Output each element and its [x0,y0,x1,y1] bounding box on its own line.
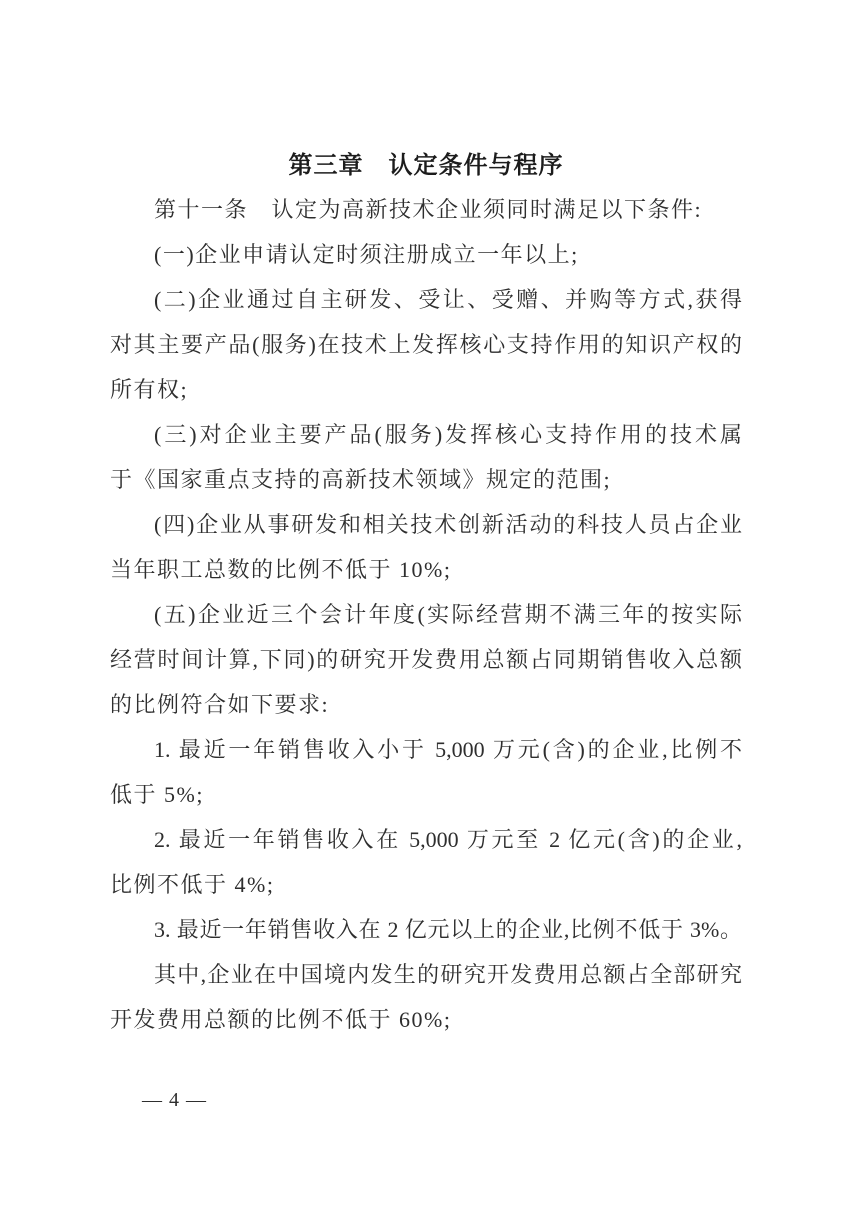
text-line: (一)企业申请认定时须注册成立一年以上; [154,242,579,267]
document-body [110,187,742,1042]
text-line: 其中,企业在中国境内发生的研究开发费用总额占全部研究 [154,962,742,987]
page-number: — 4 — [142,1089,207,1111]
document-content [110,146,742,1042]
text-line: 1. 最近一年销售收入小于 5,000 万元(含)的企业,比例不 [154,737,742,762]
text-line: 于《国家重点支持的高新技术领域》规定的范围; [110,467,612,492]
text-line: 开发费用总额的比例不低于 60%; [110,1007,452,1032]
text-line: (二)企业通过自主研发、受让、受赠、并购等方式,获得 [154,287,742,312]
text-line: 3. 最近一年销售收入在 2 亿元以上的企业,比例不低于 3%。 [154,917,742,942]
text-line: (三)对企业主要产品(服务)发挥核心支持作用的技术属 [154,422,742,447]
chapter-heading: 第三章 认定条件与程序 [288,152,564,179]
text-line: 当年职工总数的比例不低于 10%; [110,557,452,582]
text-line: 比例不低于 4%; [110,872,275,897]
text-line: 第十一条 认定为高新技术企业须同时满足以下条件: [154,197,703,222]
text-line: 经营时间计算,下同)的研究开发费用总额占同期销售收入总额 [110,647,742,672]
text-line: (四)企业从事研发和相关技术创新活动的科技人员占企业 [154,512,742,537]
text-line: 2. 最近一年销售收入在 5,000 万元至 2 亿元(含)的企业, [154,827,742,852]
text-line: 低于 5%; [110,782,204,807]
text-line: 的比例符合如下要求: [110,692,330,717]
text-line: (五)企业近三个会计年度(实际经营期不满三年的按实际 [154,602,742,627]
text-line: 对其主要产品(服务)在技术上发挥核心支持作用的知识产权的 [110,332,742,357]
text-line: 所有权; [110,377,189,402]
